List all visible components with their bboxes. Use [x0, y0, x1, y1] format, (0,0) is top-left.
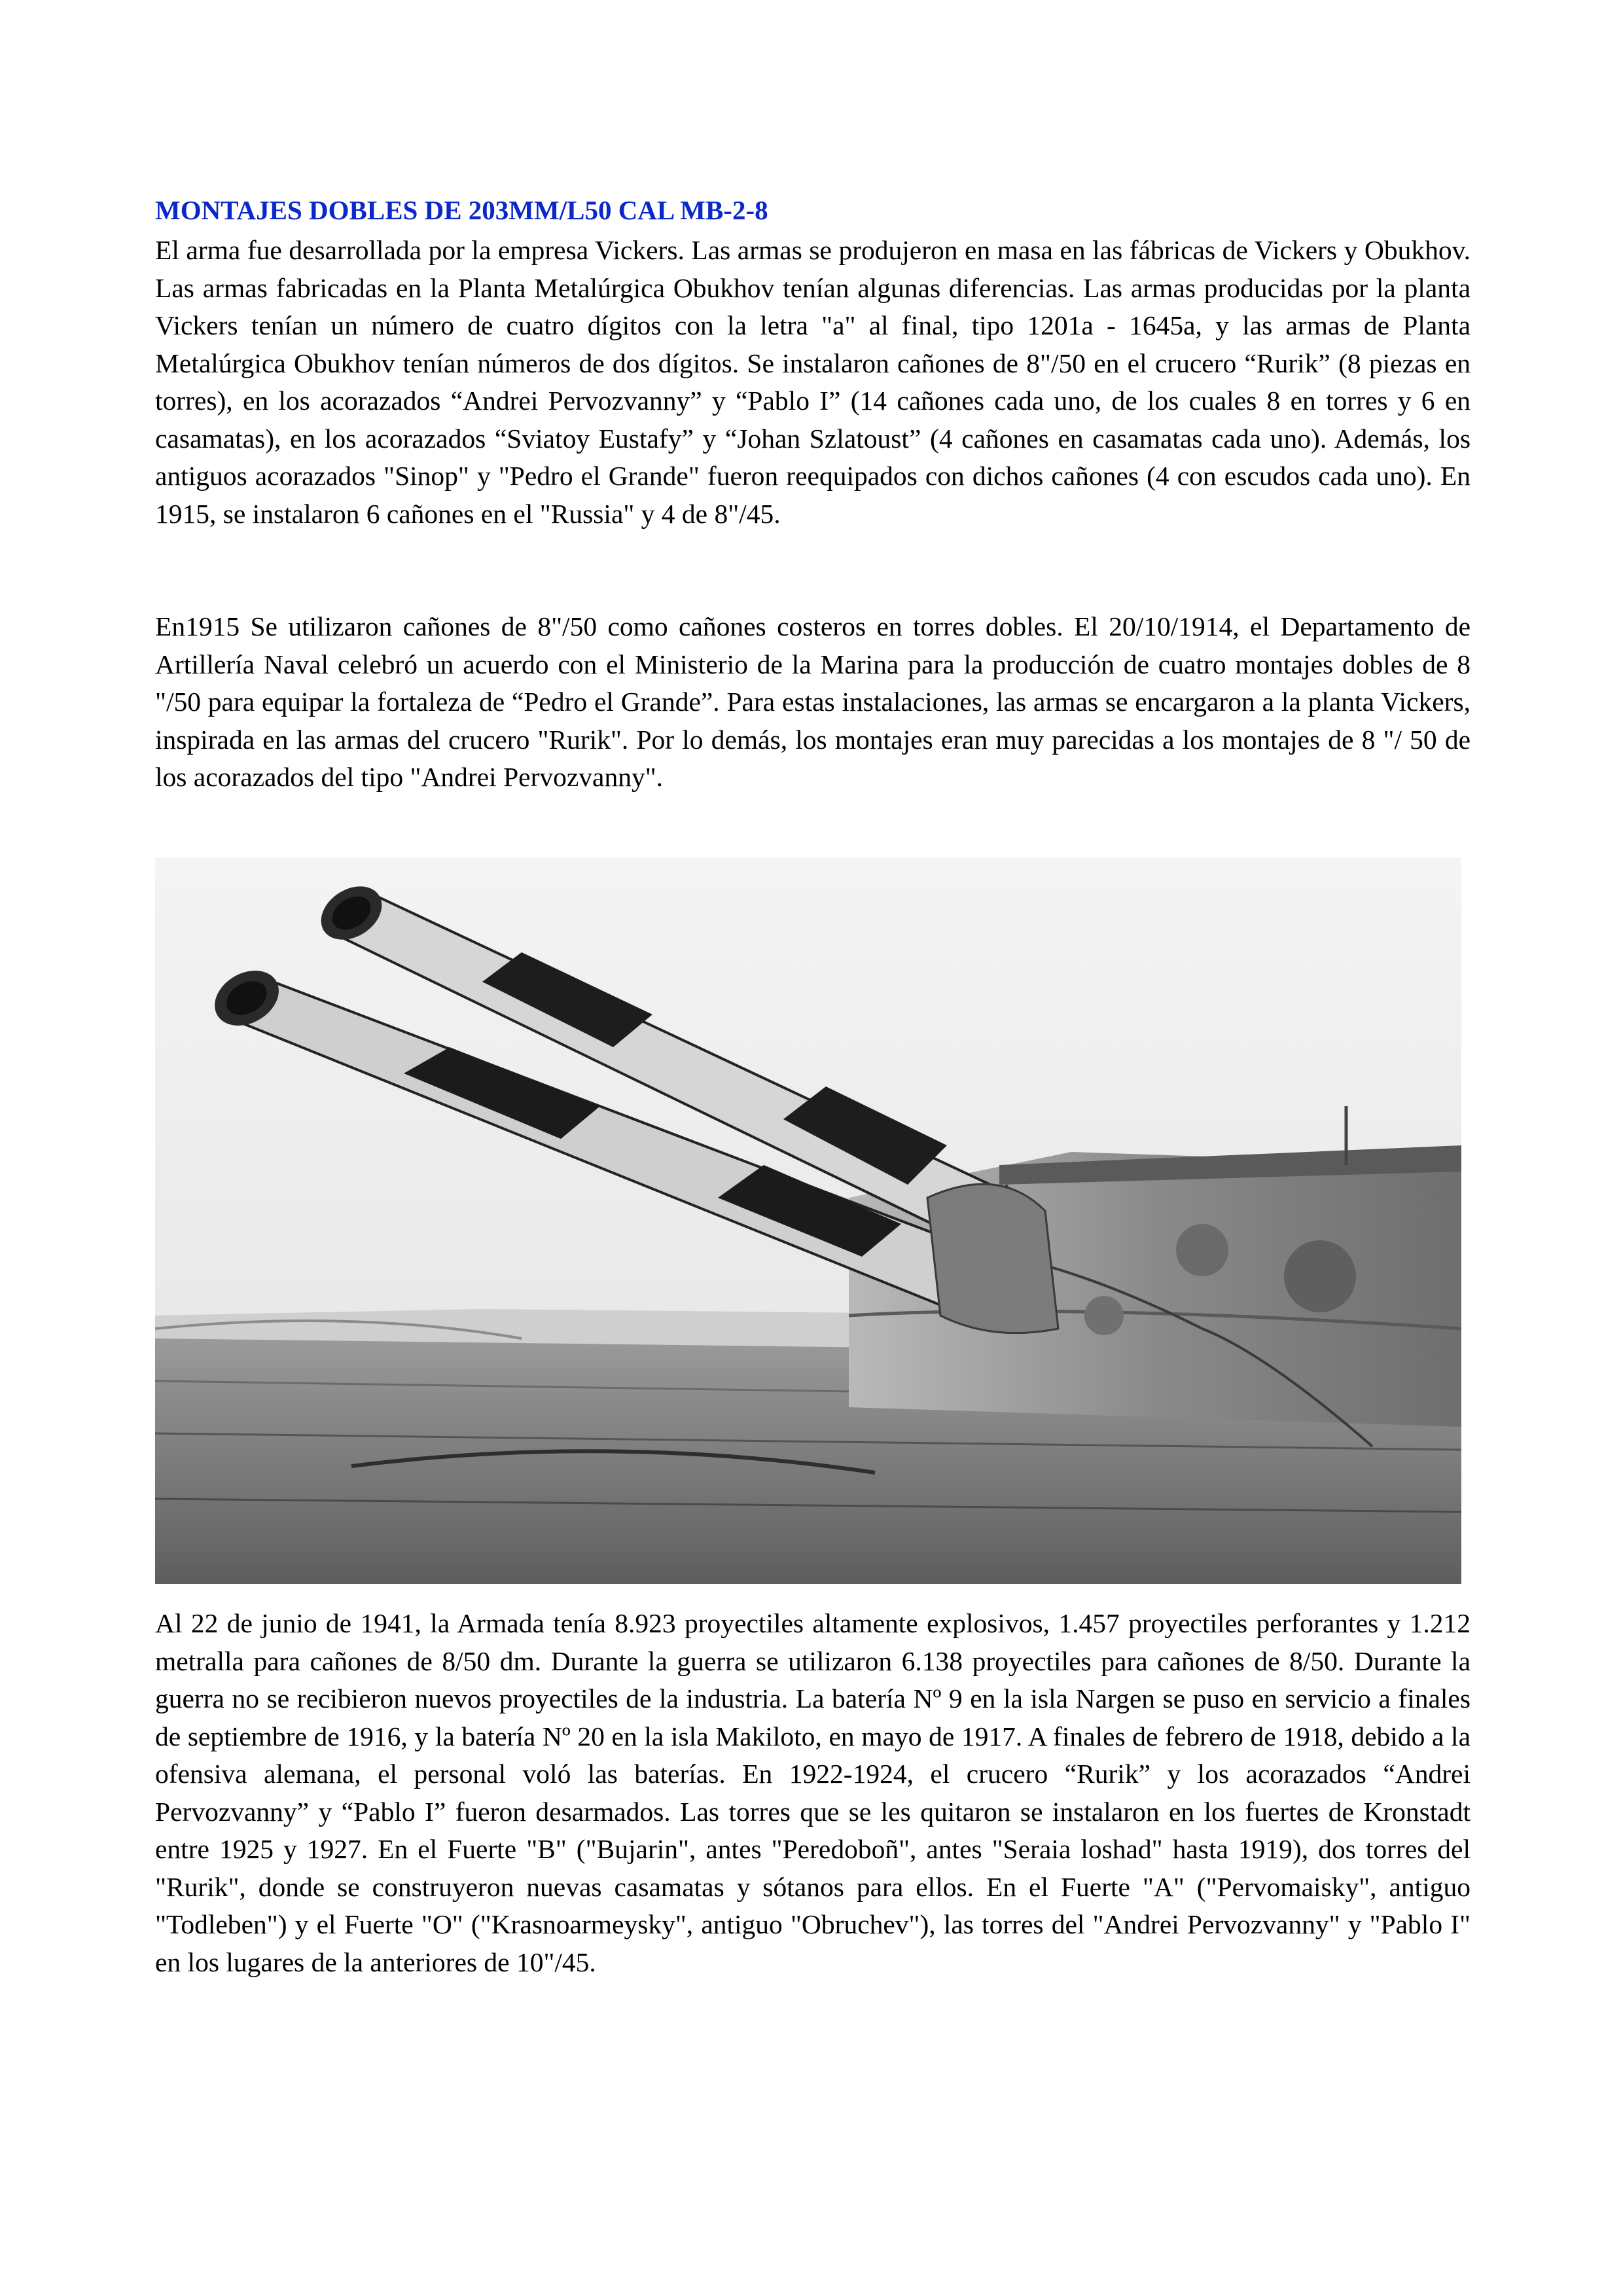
paragraph-ammunition-service: Al 22 de junio de 1941, la Armada tenía 8.923 proyectiles altamente explosivos, 1.457 proyectiles perforantes y 1.212 metralla para cañones de 8/50 dm. Durante la guerra se utilizaron 6.138 proyectiles para cañones de 8/50. Durante la guerra no se recibieron nuevos proyectiles de la industria. La batería Nº 9 en la isla Nargen se puso en servicio a finales de septiembre de 1916, y la batería Nº 20 en la isla Makiloto, en mayo de 1917. A finales de febrero de 1918, debido a la ofensiva alemana, el personal voló las baterías. En 1922-1924, el crucero “Rurik” y los acorazados “Andrei Pervozvanny” y “Pablo I” fueron desarmados. Las torres que se les quitaron se instalaron en los fuertes de Kronstadt entre 1925 y 1927. En el Fuerte "B" ("Bujarin", antes "Peredoboñ", antes "Seraia loshad" hasta 1919), dos torres del "Rurik", donde se construyeron nuevas casamatas y sótanos para ellos. En el Fuerte "A" ("Pervomaisky", antiguo "Todleben") y el Fuerte "O" ("Krasnoarmeysky", antiguo "Obruchev"), las torres del "Andrei Pervozvanny" y "Pablo I" en los lugares de la anteriores de 10"/45. — [155, 1608, 1471, 1977]
turret-photo-drawing — [155, 857, 1461, 1584]
paragraph-coastal-guns: En1915 Se utilizaron cañones de 8"/50 como cañones costeros en torres dobles. El 20/10/1914, el Departamento de Artillería Naval celebró un acuerdo con el Ministerio de la Marina para la producción de cuatro montajes dobles de 8 "/50 para equipar la fortaleza de “Pedro el Grande”. Para estas instalaciones, las armas se encargaron a la planta Vickers, inspirada en las armas del crucero "Rurik". Por lo demás, los montajes eran muy parecidas a los montajes de 8 "/ 50 de los acorazados del tipo "Andrei Pervozvanny". — [155, 611, 1471, 792]
document-title: MONTAJES DOBLES DE 203MM/L50 CAL MB-2-8 — [155, 195, 768, 225]
twin-gun-turret-photo — [155, 857, 1461, 1584]
paragraph-history: El arma fue desarrollada por la empresa Vickers. Las armas se produjeron en masa en las fábricas de Vickers y Obukhov. Las armas fabricadas en la Planta Metalúrgica Obukhov tenían algunas diferencias. Las armas producidas por la planta Vickers tenían un número de cuatro dígitos con la letra "a" al final, tipo 1201a - 1645a, y las armas de Planta Metalúrgica Obukhov tenían números de dos dígitos. Se instalaron cañones de 8"/50 en el crucero “Rurik” (8 piezas en torres), en los acorazados “Andrei Pervozvanny” y “Pablo I” (14 cañones cada uno, de los cuales 8 en torres y 6 en casamatas), en los acorazados “Sviatoy Eustafy” y “Johan Szlatoust” (4 cañones en casamatas cada uno). Además, los antiguos acorazados "Sinop" y "Pedro el Grande" fueron reequipados con dichos cañones (4 con escudos cada uno). En 1915, se instalaron 6 cañones en el "Russia" y 4 de 8"/45. — [155, 235, 1471, 529]
